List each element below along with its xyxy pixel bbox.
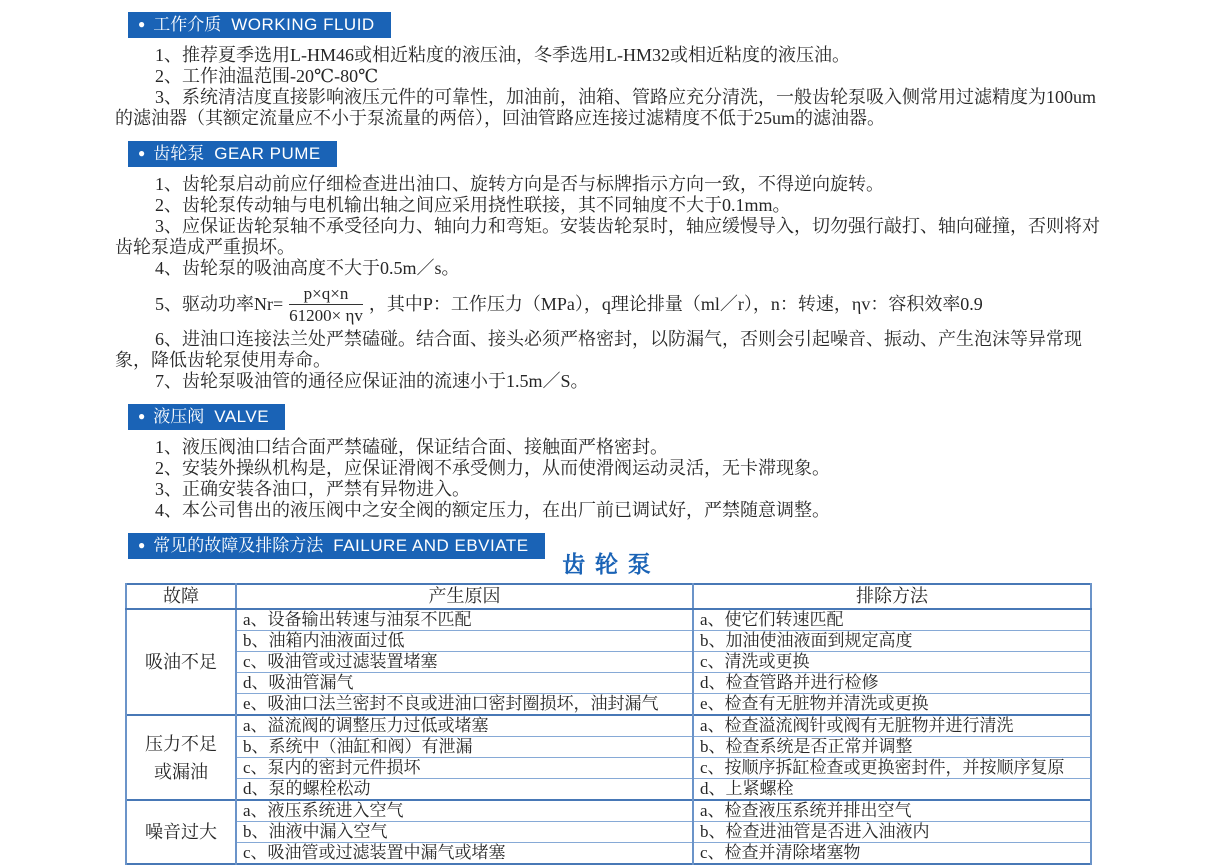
table-row [126,715,1091,737]
table-row [126,609,1091,631]
section-header-gear-pump [128,141,337,167]
remedy-cell: d、上紧螺栓 [693,779,1091,801]
section-title-en: FAILURE AND EBVIATE [333,536,529,555]
remedy-cell: e、检查有无脏物并清洗或更换 [693,694,1091,716]
section-title-en: VALVE [214,407,270,426]
cause-cell: a、设备输出转速与油泵不匹配 [236,609,693,631]
cause-cell: b、油液中漏入空气 [236,822,693,843]
fault-table [125,583,1092,865]
table-row [126,673,1091,694]
cause-cell: a、溢流阀的调整压力过低或堵塞 [236,715,693,737]
list-item: 6、进油口连接法兰处严禁磕碰。结合面、接头必须严格密封，以防漏气，否则会引起噪音、振动、产生泡沫等异常现象，降低齿轮泵使用寿命。 [115,329,1082,370]
section-title-zh: 液压阀 [153,407,205,426]
remedy-cell: b、检查进油管是否进入油液内 [693,822,1091,843]
section-title-zh: 齿轮泵 [153,144,205,163]
remedy-cell: a、检查液压系统并排出空气 [693,800,1091,822]
cause-cell: b、油箱内油液面过低 [236,631,693,652]
col-header-fault: 故障 [126,584,236,609]
list-item: 4、齿轮泵的吸油高度不大于0.5m／s。 [155,258,460,278]
bullet-icon: ● [138,538,146,552]
cause-cell: b、系统中（油缸和阀）有泄漏 [236,737,693,758]
section-title-zh: 工作介质 [153,15,222,34]
remedy-cell: a、检查溢流阀针或阀有无脏物并进行清洗 [693,715,1091,737]
table-row [126,737,1091,758]
formula-suffix: ，其中P：工作压力（MPa），q理论排量（ml／r），n：转速，ηv：容积效率0.9 [368,293,983,314]
fault-label: 或漏油 [154,761,208,782]
formula-fraction [289,284,363,325]
list-item: 3、系统清洁度直接影响液压元件的可靠性，加油前，油箱、管路应充分清洗，一般齿轮泵吸入侧常用过滤精度为100um的滤油器（其额定流量应不小于泵流量的两倍），回油管路应连接过滤精度不低于25um的滤油器。 [115,87,1096,128]
cause-cell: c、吸油管或过滤装置中漏气或堵塞 [236,843,693,865]
col-header-cause: 产生原因 [236,584,693,609]
fault-cell [126,715,236,800]
list-item: 1、液压阀油口结合面严禁磕碰，保证结合面、接触面严格密封。 [155,437,668,457]
list-item: 2、工作油温范围-20℃-80℃ [155,66,379,86]
remedy-cell: d、检查管路并进行检修 [693,673,1091,694]
list-item: 4、本公司售出的液压阀中之安全阀的额定压力，在出厂前已调试好，严禁随意调整。 [155,500,830,520]
table-row [126,779,1091,801]
table-row [126,822,1091,843]
fault-table-body [126,609,1091,864]
cause-cell: a、液压系统进入空气 [236,800,693,822]
remedy-cell: c、按顺序拆缸检查或更换密封件，并按顺序复原 [693,758,1091,779]
remedy-cell: c、清洗或更换 [693,652,1091,673]
fault-cell [126,800,236,864]
remedy-cell: c、检查并清除堵塞物 [693,843,1091,865]
table-row [126,843,1091,865]
bullet-icon: ● [138,146,146,160]
fault-table-title: 齿 轮 泵 [562,552,653,577]
remedy-cell: b、加油使油液面到规定高度 [693,631,1091,652]
valve-items [115,437,1107,521]
table-row [126,631,1091,652]
list-item: 1、推荐夏季选用L-HM46或相近粘度的液压油，冬季选用L-HM32或相近粘度的液压油。 [155,45,850,65]
col-header-remedy: 排除方法 [693,584,1091,609]
table-row [126,758,1091,779]
table-row [126,694,1091,716]
gear-pump-items [115,174,1107,392]
fault-label: 噪音过大 [145,822,217,842]
section-title-en: WORKING FLUID [231,15,375,34]
formula-numerator: p×q×n [289,284,363,305]
remedy-cell: a、使它们转速匹配 [693,609,1091,631]
cause-cell: c、吸油管或过滤装置堵塞 [236,652,693,673]
section-title-en: GEAR PUME [214,144,321,163]
list-item: 3、应保证齿轮泵轴不承受径向力、轴向力和弯矩。安装齿轮泵时，轴应缓慢导入，切勿强行敲打、轴向碰撞，否则将对齿轮泵造成严重损坏。 [115,216,1100,257]
formula-denominator: 61200× ηv [289,305,363,325]
cause-cell: d、吸油管漏气 [236,673,693,694]
bullet-icon: ● [138,17,146,31]
list-item: 3、正确安装各油口，严禁有异物进入。 [155,479,470,499]
bullet-icon: ● [138,409,146,423]
fault-label: 吸油不足 [145,652,217,672]
section-header-working-fluid [128,12,391,38]
table-row [126,652,1091,673]
section-header-valve [128,404,285,430]
table-row [126,800,1091,822]
table-header-row [126,584,1091,609]
cause-cell: e、吸油口法兰密封不良或进油口密封圈损坏，油封漏气 [236,694,693,716]
cause-cell: d、泵的螺栓松动 [236,779,693,801]
cause-cell: c、泵内的密封元件损坏 [236,758,693,779]
section-header-failure [128,533,545,559]
working-fluid-items [115,45,1107,129]
drive-power-formula [115,283,1107,325]
section-title-zh: 常见的故障及排除方法 [153,536,324,555]
fault-cell [126,609,236,715]
list-item: 2、安装外操纵机构是，应保证滑阀不承受侧力，从而使滑阀运动灵活，无卡滞现象。 [155,458,830,478]
list-item: 1、齿轮泵启动前应仔细检查进出油口、旋转方向是否与标牌指示方向一致，不得逆向旋转。 [155,174,884,194]
fault-label: 压力不足 [145,733,217,754]
list-item: 2、齿轮泵传动轴与电机输出轴之间应采用挠性联接，其不同轴度不大于0.1mm。 [155,195,791,215]
list-item: 7、齿轮泵吸油管的通径应保证油的流速小于1.5m／S。 [155,371,589,391]
formula-prefix: 5、驱动功率Nr= [155,293,284,314]
remedy-cell: b、检查系统是否正常并调整 [693,737,1091,758]
